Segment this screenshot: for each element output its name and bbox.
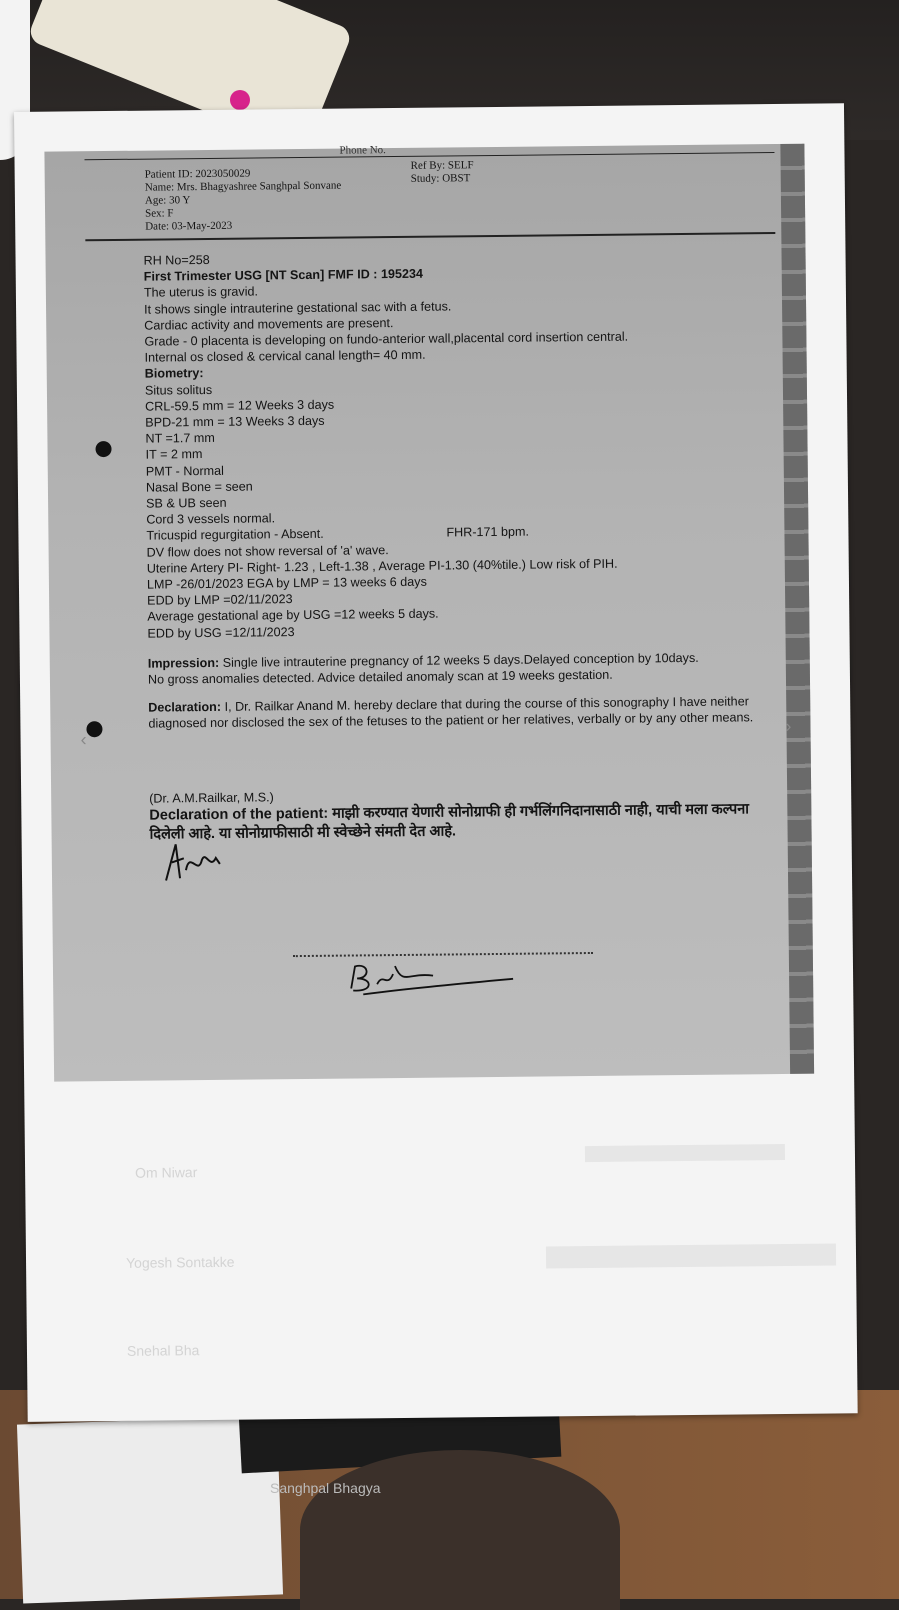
tricuspid-text: Tricuspid regurgitation - Absent. — [146, 527, 324, 544]
declaration-label: Declaration: — [148, 700, 222, 715]
declaration-text: I, Dr. Railkar Anand M. hereby declare that during the course of this sonography I have neither diagnosed nor disclosed the sex of the fetuses to the patient or her relatives, verbally or by any other means. — [148, 694, 754, 732]
faint-bleed-bar — [546, 1243, 836, 1268]
biometry-pmt: PMT - Normal — [145, 463, 224, 479]
impression-text: Single live intrauterine pregnancy of 12 weeks 5 days.Delayed conception by 10days. — [219, 650, 699, 670]
biometry-heading: Biometry: — [144, 366, 204, 382]
finding-1: The uterus is gravid. — [143, 284, 259, 301]
faint-bleed-text: Snehal Bha — [126, 1342, 200, 1359]
patient-name: Name: Mrs. Bhagyashree Sanghpal Sonvane — [144, 179, 342, 194]
photocopied-report — [44, 144, 814, 1082]
background-object-accent — [230, 90, 250, 110]
header-rule-bottom — [85, 232, 775, 241]
finding-5: Internal os closed & cervical canal length= 40 mm. — [144, 347, 426, 365]
patient-signature — [343, 957, 523, 999]
patient-declaration — [149, 800, 759, 844]
patient-declaration-text: माझी करण्यात येणारी सोनोग्राफी ही गर्भलिंगनिदानासाठी नाही, याची मला कल्पना दिलेली आहे. या सोनोग्राफीसाठी मी स्वेच्छेने संमती देत आहे. — [149, 801, 750, 843]
biometry-crl: CRL-59.5 mm = 12 Weeks 3 days — [145, 397, 335, 414]
faint-bleed-bar — [585, 1144, 785, 1162]
chevron-left-icon[interactable]: ‹ — [80, 729, 87, 750]
biometry-it: IT = 2 mm — [145, 447, 203, 463]
biometry-sb-ub: SB & UB seen — [146, 495, 227, 511]
edd-lmp: EDD by LMP =02/11/2023 — [147, 592, 293, 608]
phone-header-fragment: Phone No. — [339, 144, 386, 157]
biometry-nasal-bone: Nasal Bone = seen — [145, 479, 253, 495]
biometry-bpd: BPD-21 mm = 13 Weeks 3 days — [145, 413, 325, 430]
biometry-nt: NT =1.7 mm — [145, 431, 215, 446]
referral-block — [411, 159, 474, 186]
report-date: Date: 03-May-2023 — [145, 219, 233, 233]
signature-space — [149, 726, 760, 790]
dv-flow: DV flow does not show reversal of 'a' wave. — [146, 542, 389, 560]
biometry-situs: Situs solitus — [144, 382, 213, 398]
doctor-signature — [158, 840, 228, 885]
fhr-text: FHR-171 bpm. — [446, 525, 530, 540]
patient-id: Patient ID: 2023050029 — [144, 167, 251, 181]
study-type: Study: OBST — [410, 172, 471, 185]
rh-number: RH No=258 — [143, 252, 210, 268]
patient-age: Age: 30 Y — [144, 194, 191, 207]
report-sheet — [14, 103, 858, 1422]
punch-hole — [95, 441, 111, 457]
scan-title: First Trimester USG [NT Scan] FMF ID : 195234 — [143, 266, 424, 284]
average-ga: Average gestational age by USG =12 weeks 5 days. — [147, 607, 439, 625]
signature-dotted-line — [293, 952, 593, 957]
faint-bleed-text: Sanghpal Bhagya — [270, 1480, 381, 1496]
patient-declaration-label: Declaration of the patient: — [149, 805, 329, 824]
impression-label: Impression: — [147, 655, 220, 671]
faint-bleed-text: Yogesh Sontakke — [125, 1253, 235, 1271]
lmp-row: LMP -26/01/2023 EGA by LMP = 13 weeks 6 days — [146, 574, 427, 592]
patient-info-block — [145, 167, 342, 234]
finding-2: It shows single intrauterine gestational sac with a fetus. — [143, 299, 452, 317]
faint-bleed-text: Om Niwar — [135, 1164, 198, 1181]
doctor-declaration — [148, 694, 758, 733]
chevron-right-icon[interactable]: › — [785, 715, 792, 736]
finding-4: Grade - 0 placenta is developing on fundo-anterior wall,placental cord insertion central. — [144, 329, 629, 349]
background-fabric — [300, 1450, 620, 1610]
biometry-cord: Cord 3 vessels normal. — [146, 511, 276, 527]
report-body — [143, 246, 759, 844]
doctor-name: (Dr. A.M.Railkar, M.S.) — [149, 790, 274, 806]
finding-3: Cardiac activity and movements are present. — [144, 315, 394, 333]
patient-sex: Sex: F — [145, 207, 174, 220]
punch-hole — [86, 721, 102, 737]
edd-usg: EDD by USG =12/11/2023 — [147, 624, 295, 641]
impression-line-2: No gross anomalies detected. Advice detailed anomaly scan at 19 weeks gestation. — [147, 667, 613, 687]
uterine-artery: Uterine Artery PI- Right- 1.23 , Left-1.38 , Average PI-1.30 (40%tile.) Low risk of PIH. — [146, 556, 618, 576]
ref-by: Ref By: SELF — [410, 159, 474, 172]
copy-edge-strip — [780, 144, 814, 1074]
